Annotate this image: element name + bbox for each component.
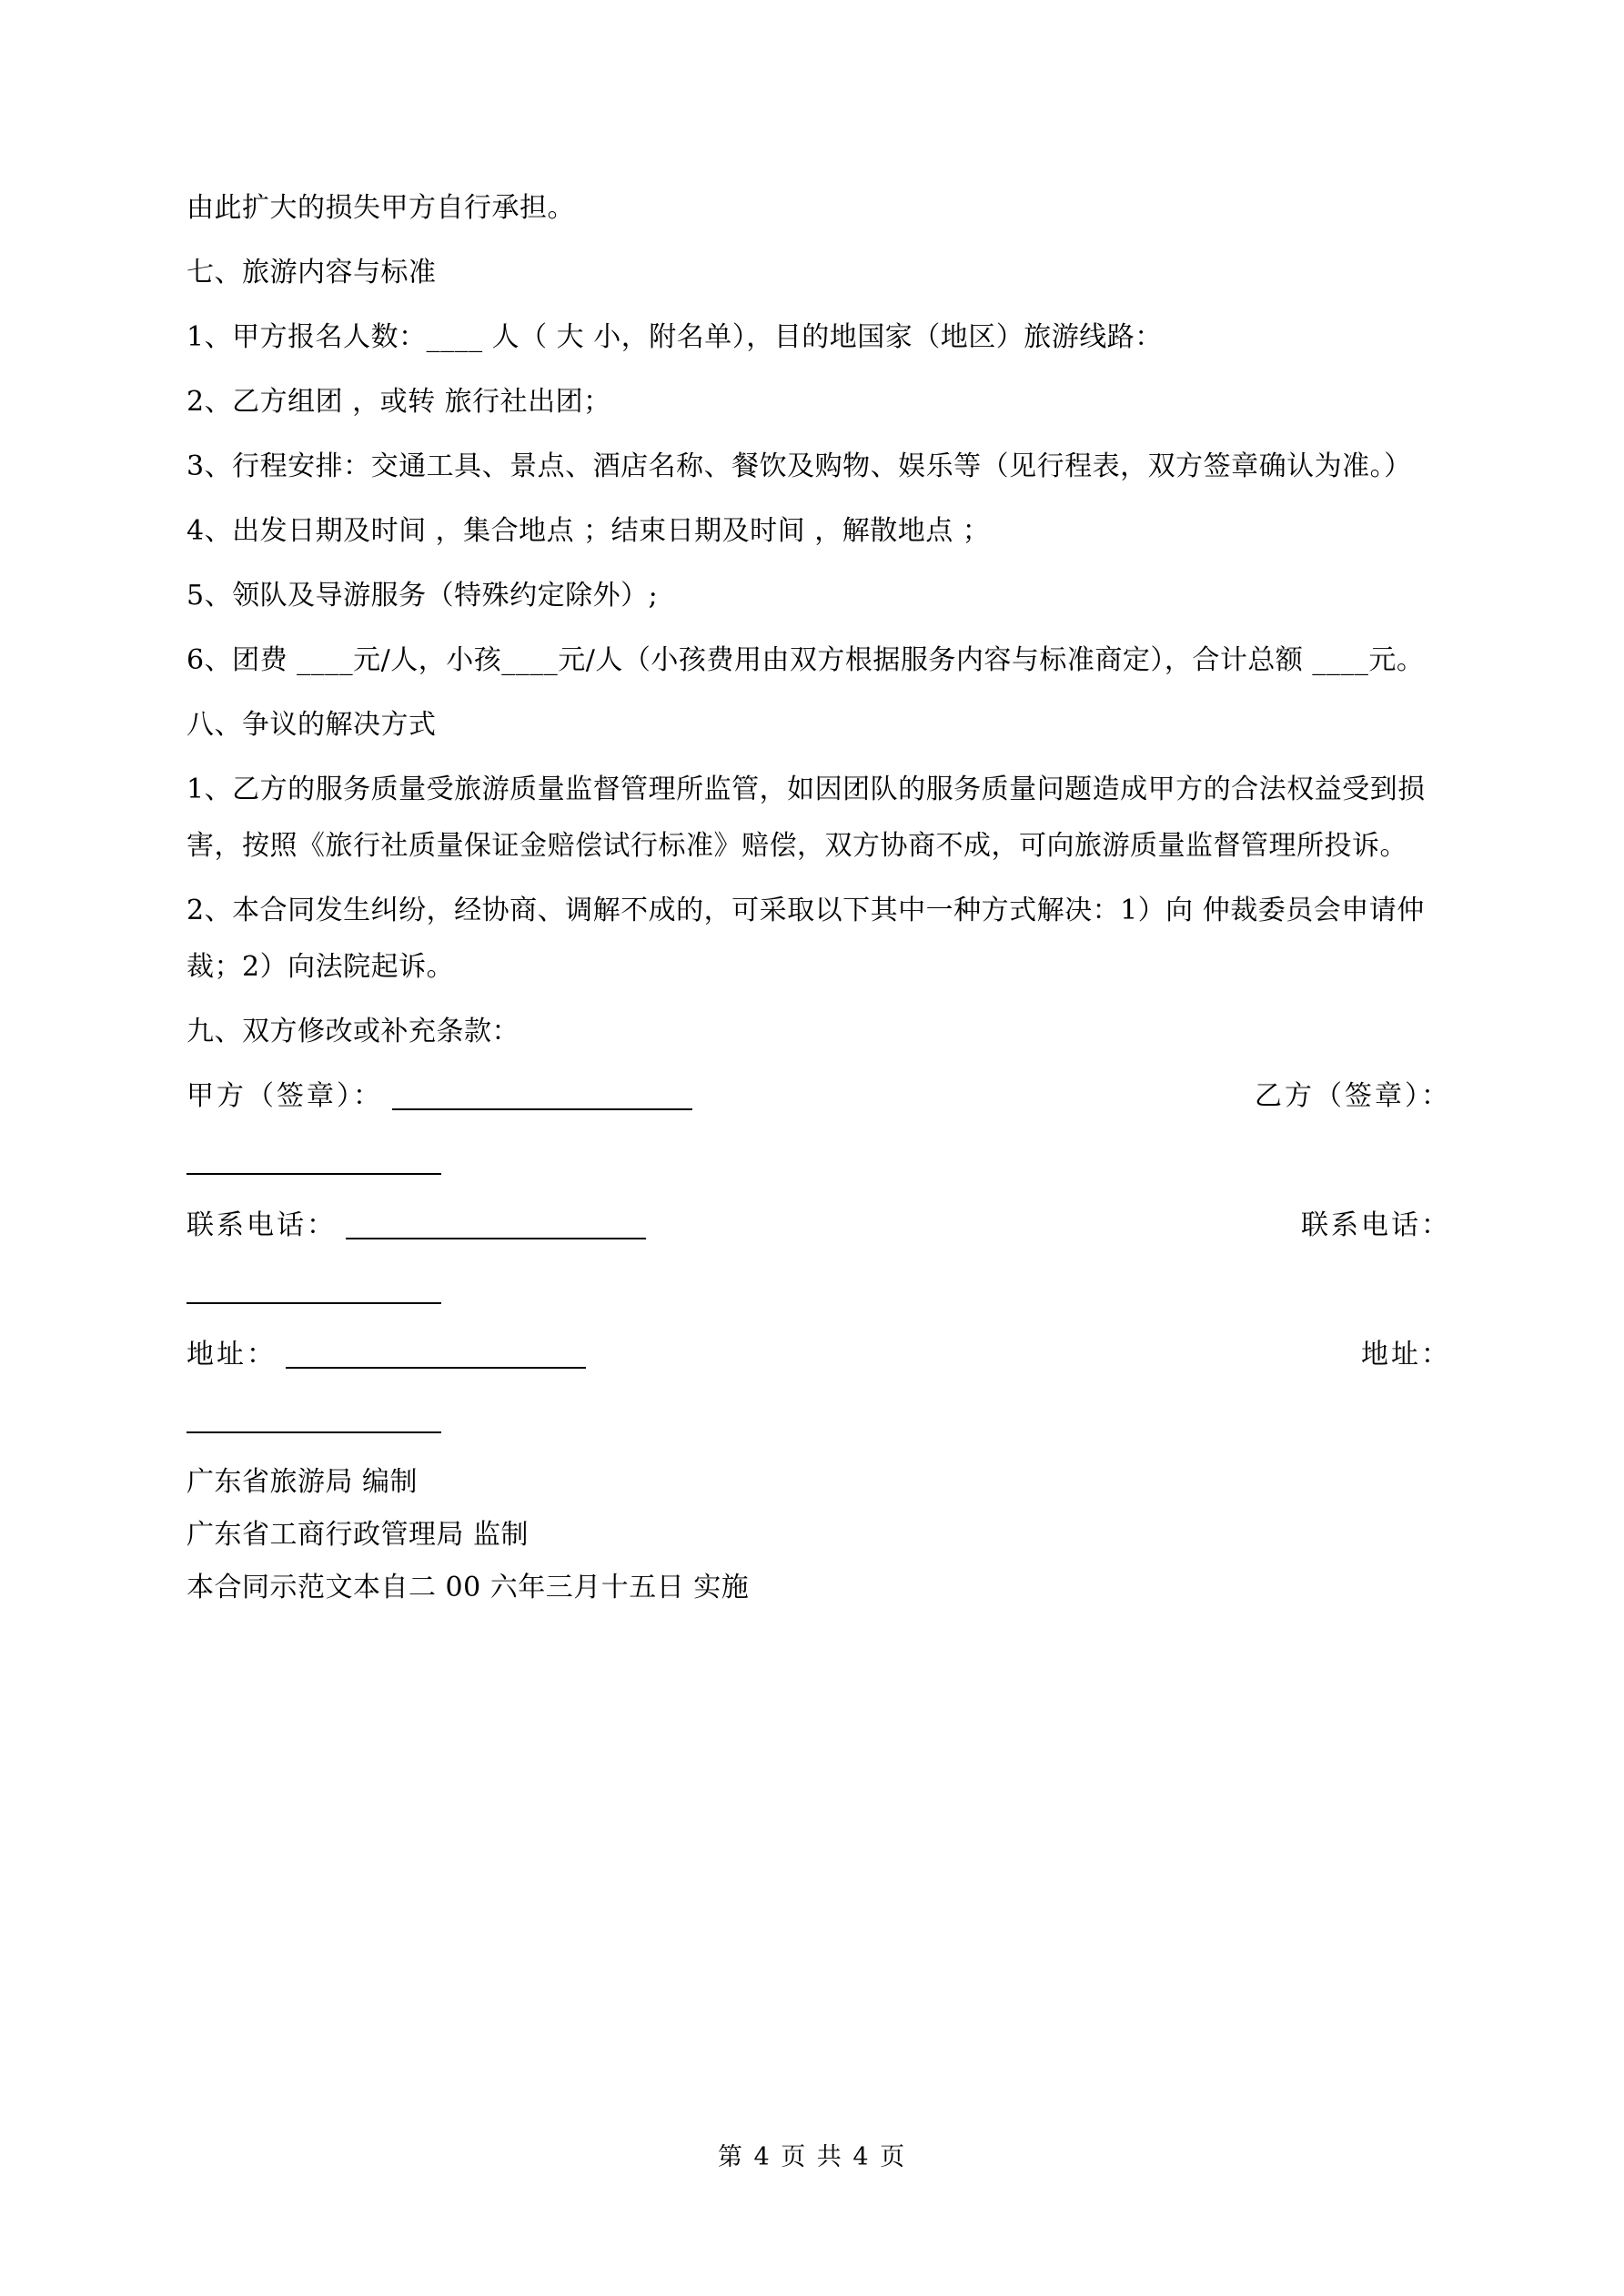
party-b-phone-line [187, 1262, 1451, 1319]
party-b-signature-field[interactable] [187, 1142, 441, 1175]
paragraph-line: 6、团费 ____元/人，小孩____元/人（小孩费用由双方根据服务内容与标准商定），合计总额 ____元。 [187, 644, 1425, 676]
paragraph-line: 4、出发日期及时间 ，集合地点 ；结束日期及时间 ，解散地点 ； [187, 515, 991, 547]
paragraph-line: 1、乙方的服务质量受旅游质量监督管理所监管，如因团队的服务质量问题造成甲方的合法权益受到损害，按照《旅行社质量保证金赔偿试行标准》赔偿，双方协商不成，可向旅游质量监督管理所投诉。 [187, 774, 1426, 862]
issuer-line: 广东省旅游局 编制 [187, 1466, 419, 1498]
supervisor-line: 广东省工商行政管理局 监制 [187, 1519, 530, 1551]
party-b-phone-field[interactable] [187, 1271, 441, 1304]
party-a-phone-field[interactable] [346, 1207, 646, 1239]
party-b-phone-label: 联系电话： [1301, 1209, 1451, 1241]
party-a-address-field[interactable] [286, 1336, 586, 1369]
paragraph-line: 由此扩大的损失甲方自行承担。 [187, 192, 575, 224]
section-heading-eight: 八、争议的解决方式 [187, 709, 437, 741]
party-a-label: 甲方（签章）： [187, 1080, 383, 1112]
paragraph-line: 1、甲方报名人数：____ 人（ 大 小，附名单），目的地国家（地区）旅游线路： [187, 321, 1163, 353]
party-a-phone-label: 联系电话： [187, 1209, 337, 1241]
party-b-address-field[interactable] [187, 1401, 441, 1433]
paragraph-line: 2、乙方组团 ，或转 旅行社出团； [187, 386, 611, 418]
signature-row-phone [187, 1198, 1451, 1254]
page-footer: 第 4 页 共 4 页 [717, 2143, 907, 2171]
party-a-address-label: 地址： [187, 1339, 277, 1371]
paragraph-line: 3、行程安排：交通工具、景点、酒店名称、餐饮及购物、娱乐等（见行程表，双方签章确认为准。） [187, 450, 1412, 482]
effective-date-line: 本合同示范文本自二 00 六年三月十五日 实施 [187, 1572, 750, 1603]
signature-row-address [187, 1327, 1451, 1383]
party-b-address-label: 地址： [1361, 1339, 1451, 1371]
issuer-block [187, 1456, 1451, 1614]
section-heading-seven: 七、旅游内容与标准 [187, 257, 437, 288]
party-b-signature-line [187, 1133, 1451, 1189]
paragraph-line: 5、领队及导游服务（特殊约定除外）; [187, 580, 659, 612]
party-b-label: 乙方（签章）： [1255, 1080, 1451, 1112]
document-body [187, 180, 1451, 1614]
paragraph-line: 2、本合同发生纠纷，经协商、调解不成的，可采取以下其中一种方式解决：1）向 仲裁委员会申请仲裁；2）向法院起诉。 [187, 895, 1425, 983]
party-b-address-line [187, 1391, 1451, 1448]
section-heading-nine: 九、双方修改或补充条款： [187, 1016, 519, 1047]
party-a-signature-field[interactable] [392, 1077, 692, 1110]
signature-row-party [187, 1068, 1451, 1125]
